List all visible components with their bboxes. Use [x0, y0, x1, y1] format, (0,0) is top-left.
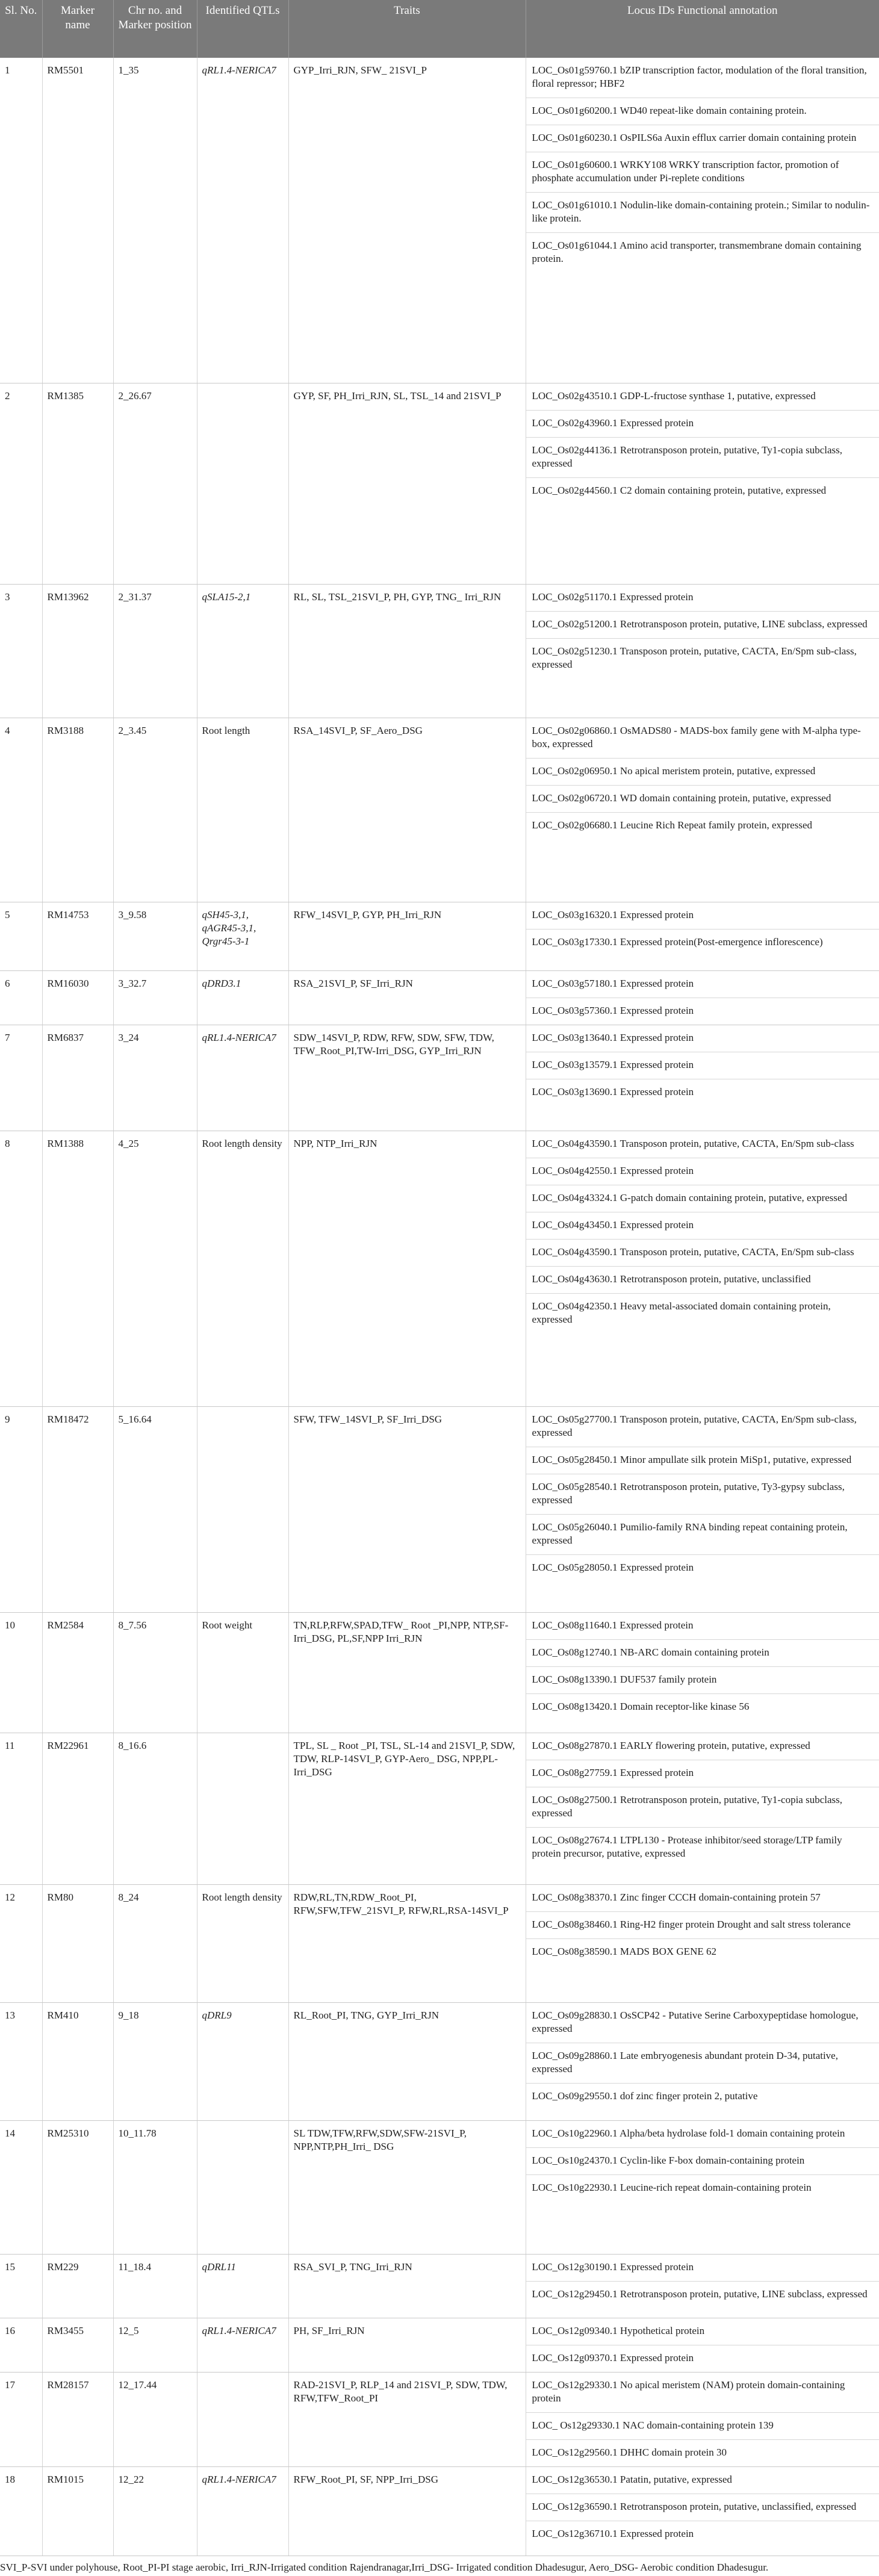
locus-annotation: LOC_Os08g38590.1 MADS BOX GENE 62 — [532, 1945, 716, 1957]
locus-annotation: LOC_Os02g51200.1 Retrotransposon protein, putative, LINE subclass, expressed — [526, 612, 879, 639]
cell-marker-name: RM1388 — [42, 1131, 113, 1406]
cell-identified-qtl — [197, 383, 288, 584]
cell-traits: RL, SL, TSL_21SVI_P, PH, GYP, TNG_ Irri_RJN — [288, 584, 526, 718]
cell-traits: RFW_14SVI_P, GYP, PH_Irri_RJN — [288, 902, 526, 970]
cell-locus-annotations — [526, 1884, 879, 2002]
cell-marker-name: RM13962 — [42, 584, 113, 718]
locus-annotation: LOC_Os04g43590.1 Transposon protein, putative, CACTA, En/Spm sub-class — [526, 1131, 879, 1158]
cell-marker-name: RM5501 — [42, 58, 113, 383]
cell-locus-annotations — [526, 1733, 879, 1884]
cell-sl-no: 8 — [0, 1131, 42, 1406]
locus-annotation: LOC_Os12g30190.1 Expressed protein — [526, 2255, 879, 2282]
cell-traits: RSA_SVI_P, TNG_Irri_RJN — [288, 2254, 526, 2318]
table-header-row — [0, 0, 879, 58]
locus-annotation: LOC_Os04g43450.1 Expressed protein — [526, 1212, 879, 1240]
cell-identified-qtl — [197, 2372, 288, 2466]
locus-annotation: LOC_Os05g28050.1 Expressed protein — [532, 1561, 694, 1573]
locus-annotation: LOC_Os03g16320.1 Expressed protein — [526, 902, 879, 930]
locus-annotation: LOC_Os03g13579.1 Expressed protein — [526, 1052, 879, 1079]
locus-annotation: LOC_Os01g61044.1 Amino acid transporter, transmembrane domain containing protein. — [532, 240, 862, 264]
cell-identified-qtl: qDRL11 — [197, 2254, 288, 2318]
cell-marker-name: RM6837 — [42, 1025, 113, 1131]
locus-annotation: LOC_Os08g27759.1 Expressed protein — [526, 1760, 879, 1787]
locus-annotation: LOC_Os02g44560.1 C2 domain containing protein, putative, expressed — [532, 484, 827, 496]
cell-traits: RSA_21SVI_P, SF_Irri_RJN — [288, 970, 526, 1025]
cell-marker-name: RM14753 — [42, 902, 113, 970]
cell-chr-position: 3_32.7 — [113, 970, 197, 1025]
locus-annotation: LOC_Os10g24370.1 Cyclin-like F-box domain-containing protein — [526, 2148, 879, 2175]
cell-traits: PH, SF_Irri_RJN — [288, 2318, 526, 2372]
locus-annotation: LOC_Os08g38370.1 Zinc finger CCCH domain-containing protein 57 — [526, 1885, 879, 1912]
header-sl-no: Sl. No. — [0, 0, 42, 58]
table-row — [0, 718, 879, 902]
cell-chr-position: 11_18.4 — [113, 2254, 197, 2318]
cell-sl-no: 7 — [0, 1025, 42, 1131]
cell-sl-no: 6 — [0, 970, 42, 1025]
locus-annotation: LOC_Os03g57360.1 Expressed protein — [532, 1004, 694, 1016]
cell-sl-no: 17 — [0, 2372, 42, 2466]
cell-identified-qtl — [197, 1406, 288, 1612]
locus-annotation: LOC_Os02g44136.1 Retrotransposon protein, putative, Ty1-copia subclass, expressed — [526, 438, 879, 478]
cell-locus-annotations — [526, 2372, 879, 2466]
cell-identified-qtl — [197, 2120, 288, 2254]
cell-sl-no: 15 — [0, 2254, 42, 2318]
table-row — [0, 2254, 879, 2318]
table-row — [0, 1733, 879, 1884]
cell-chr-position: 3_9.58 — [113, 902, 197, 970]
cell-identified-qtl — [197, 1733, 288, 1884]
locus-annotation: LOC_Os12g29450.1 Retrotransposon protein, putative, LINE subclass, expressed — [532, 2288, 868, 2300]
cell-sl-no: 2 — [0, 383, 42, 584]
cell-marker-name: RM25310 — [42, 2120, 113, 2254]
locus-annotation: LOC_Os04g43324.1 G-patch domain containing protein, putative, expressed — [526, 1185, 879, 1212]
locus-annotation: LOC_Os08g27674.1 LTPL130 - Protease inhibitor/seed storage/LTP family protein precursor, putative, expressed — [532, 1834, 842, 1859]
locus-annotation: LOC_Os10g22930.1 Leucine-rich repeat domain-containing protein — [532, 2181, 812, 2193]
locus-annotation: LOC_Os12g29560.1 DHHC domain protein 30 — [532, 2446, 727, 2458]
cell-locus-annotations — [526, 1406, 879, 1612]
cell-identified-qtl: qRL1.4-NERICA7 — [197, 2318, 288, 2372]
locus-annotation: LOC_Os03g13640.1 Expressed protein — [526, 1025, 879, 1052]
cell-identified-qtl: qSLA15-2,1 — [197, 584, 288, 718]
cell-sl-no: 4 — [0, 718, 42, 902]
cell-sl-no: 16 — [0, 2318, 42, 2372]
header-marker-name: Marker name — [42, 0, 113, 58]
table-row — [0, 383, 879, 584]
cell-traits: RL_Root_PI, TNG, GYP_Irri_RJN — [288, 2002, 526, 2120]
locus-annotation: LOC_Os08g13420.1 Domain receptor-like kinase 56 — [532, 1700, 750, 1712]
locus-annotation: LOC_Os03g57180.1 Expressed protein — [526, 971, 879, 998]
header-locus-annotation: Locus IDs Functional annotation — [526, 0, 879, 58]
cell-traits: NPP, NTP_Irri_RJN — [288, 1131, 526, 1406]
cell-locus-annotations — [526, 718, 879, 902]
table-row — [0, 1025, 879, 1131]
cell-chr-position: 2_26.67 — [113, 383, 197, 584]
cell-traits: RFW_Root_PI, SF, NPP_Irri_DSG — [288, 2466, 526, 2556]
locus-annotation: LOC_Os10g22960.1 Alpha/beta hydrolase fold-1 domain containing protein — [526, 2121, 879, 2148]
locus-annotation: LOC_Os12g36590.1 Retrotransposon protein, putative, unclassified, expressed — [526, 2494, 879, 2521]
locus-annotation: LOC_Os02g43510.1 GDP-L-fructose synthase 1, putative, expressed — [526, 383, 879, 411]
cell-locus-annotations — [526, 2254, 879, 2318]
cell-traits: GYP, SF, PH_Irri_RJN, SL, TSL_14 and 21SVI_P — [288, 383, 526, 584]
cell-locus-annotations — [526, 584, 879, 718]
table-row — [0, 584, 879, 718]
cell-chr-position: 1_35 — [113, 58, 197, 383]
cell-sl-no: 18 — [0, 2466, 42, 2556]
table-row — [0, 2120, 879, 2254]
cell-chr-position: 8_16.6 — [113, 1733, 197, 1884]
locus-annotation: LOC_Os08g27870.1 EARLY flowering protein, putative, expressed — [526, 1733, 879, 1760]
cell-sl-no: 5 — [0, 902, 42, 970]
locus-annotation: LOC_Os02g06720.1 WD domain containing protein, putative, expressed — [526, 786, 879, 813]
cell-marker-name: RM80 — [42, 1884, 113, 2002]
cell-identified-qtl: Root length — [197, 718, 288, 902]
locus-annotation: LOC_Os08g11640.1 Expressed protein — [526, 1613, 879, 1640]
locus-annotation: LOC_Os02g06680.1 Leucine Rich Repeat family protein, expressed — [532, 819, 812, 831]
locus-annotation: LOC_Os01g61010.1 Nodulin-like domain-containing protein.; Similar to nodulin-like protein. — [526, 193, 879, 233]
locus-annotation: LOC_Os12g29330.1 No apical meristem (NAM) protein domain-containing protein — [526, 2373, 879, 2413]
locus-annotation: LOC_Os08g13390.1 DUF537 family protein — [526, 1667, 879, 1694]
table-row — [0, 970, 879, 1025]
cell-locus-annotations — [526, 1612, 879, 1733]
locus-annotation: LOC_Os03g17330.1 Expressed protein(Post-emergence inflorescence) — [532, 936, 823, 948]
table-row — [0, 2002, 879, 2120]
locus-annotation: LOC_Os01g59760.1 bZIP transcription factor, modulation of the floral transition, floral repressor; HBF2 — [526, 58, 879, 98]
cell-traits: TN,RLP,RFW,SPAD,TFW_ Root _PI,NPP, NTP,SF-Irri_DSG, PL,SF,NPP Irri_RJN — [288, 1612, 526, 1733]
table-row — [0, 58, 879, 383]
cell-marker-name: RM3188 — [42, 718, 113, 902]
table-footnote: SVI_P-SVI under polyhouse, Root_PI-PI stage aerobic, Irri_RJN-Irrigated condition Rajendranagar,Irri_DSG- Irrigated condition Dhadesugur, Aero_DSG- Aerobic condition Dhadesugur. — [0, 2561, 769, 2573]
locus-annotation: LOC_Os08g12740.1 NB-ARC domain containing protein — [526, 1640, 879, 1667]
table-row — [0, 2318, 879, 2372]
locus-annotation: LOC_Os05g26040.1 Pumilio-family RNA binding repeat containing protein, expressed — [526, 1515, 879, 1555]
locus-annotation: LOC_Os04g43630.1 Retrotransposon protein, putative, unclassified — [526, 1267, 879, 1294]
cell-marker-name: RM3455 — [42, 2318, 113, 2372]
table-row — [0, 1406, 879, 1612]
cell-sl-no: 14 — [0, 2120, 42, 2254]
cell-identified-qtl: Root length density — [197, 1884, 288, 2002]
cell-sl-no: 1 — [0, 58, 42, 383]
cell-marker-name: RM410 — [42, 2002, 113, 2120]
table-row — [0, 2372, 879, 2466]
cell-traits: RAD-21SVI_P, RLP_14 and 21SVI_P, SDW, TDW, RFW,TFW_Root_PI — [288, 2372, 526, 2466]
table-row — [0, 1131, 879, 1406]
header-chr-position: Chr no. and Marker position — [113, 0, 197, 58]
cell-marker-name: RM2584 — [42, 1612, 113, 1733]
locus-annotation: LOC_Os12g09370.1 Expressed protein — [532, 2351, 694, 2363]
locus-annotation: LOC_Os12g36530.1 Patatin, putative, expressed — [526, 2467, 879, 2494]
locus-annotation: LOC_Os01g60200.1 WD40 repeat-like domain containing protein. — [526, 98, 879, 125]
table-row — [0, 902, 879, 970]
cell-locus-annotations — [526, 58, 879, 383]
cell-marker-name: RM18472 — [42, 1406, 113, 1612]
locus-annotation: LOC_Os09g28830.1 OsSCP42 - Putative Serine Carboxypeptidase homologue, expressed — [526, 2003, 879, 2043]
cell-sl-no: 10 — [0, 1612, 42, 1733]
cell-locus-annotations — [526, 2120, 879, 2254]
cell-marker-name: RM229 — [42, 2254, 113, 2318]
table-row — [0, 2466, 879, 2556]
cell-chr-position: 12_17.44 — [113, 2372, 197, 2466]
cell-marker-name: RM22961 — [42, 1733, 113, 1884]
cell-chr-position: 12_5 — [113, 2318, 197, 2372]
cell-marker-name: RM1015 — [42, 2466, 113, 2556]
header-traits: Traits — [288, 0, 526, 58]
cell-identified-qtl: qRL1.4-NERICA7 — [197, 58, 288, 383]
locus-annotation: LOC_Os03g13690.1 Expressed protein — [532, 1085, 694, 1097]
cell-identified-qtl: qDRL9 — [197, 2002, 288, 2120]
cell-locus-annotations — [526, 902, 879, 970]
locus-annotation: LOC_Os12g36710.1 Expressed protein — [532, 2527, 694, 2539]
locus-annotation: LOC_Os04g43590.1 Transposon protein, putative, CACTA, En/Spm sub-class — [526, 1240, 879, 1267]
cell-identified-qtl: Root length density — [197, 1131, 288, 1406]
header-identified-qtls: Identified QTLs — [197, 0, 288, 58]
cell-sl-no: 12 — [0, 1884, 42, 2002]
table-row — [0, 1612, 879, 1733]
locus-annotation: LOC_Os01g60600.1 WRKY108 WRKY transcription factor, promotion of phosphate accumulation under Pi-replete conditions — [526, 152, 879, 193]
cell-traits: RSA_14SVI_P, SF_Aero_DSG — [288, 718, 526, 902]
cell-marker-name: RM16030 — [42, 970, 113, 1025]
cell-chr-position: 8_7.56 — [113, 1612, 197, 1733]
cell-sl-no: 9 — [0, 1406, 42, 1612]
cell-traits: GYP_Irri_RJN, SFW_ 21SVI_P — [288, 58, 526, 383]
cell-chr-position: 9_18 — [113, 2002, 197, 2120]
cell-marker-name: RM1385 — [42, 383, 113, 584]
locus-annotation: LOC_Os05g27700.1 Transposon protein, putative, CACTA, En/Spm sub-class, expressed — [526, 1407, 879, 1447]
locus-annotation: LOC_Os12g09340.1 Hypothetical protein — [526, 2318, 879, 2345]
cell-identified-qtl: Root weight — [197, 1612, 288, 1733]
locus-annotation: LOC_Os04g42350.1 Heavy metal-associated domain containing protein, expressed — [532, 1300, 831, 1325]
cell-chr-position: 12_22 — [113, 2466, 197, 2556]
cell-traits: SFW, TFW_14SVI_P, SF_Irri_DSG — [288, 1406, 526, 1612]
cell-identified-qtl: qSH45-3,1, qAGR45-3,1, Qrgr45-3-1 — [197, 902, 288, 970]
cell-chr-position: 8_24 — [113, 1884, 197, 2002]
locus-annotation: LOC_ Os12g29330.1 NAC domain-containing protein 139 — [526, 2413, 879, 2440]
locus-annotation: LOC_Os09g28860.1 Late embryogenesis abundant protein D-34, putative, expressed — [526, 2043, 879, 2084]
cell-identified-qtl: qRL1.4-NERICA7 — [197, 1025, 288, 1131]
cell-chr-position: 2_3.45 — [113, 718, 197, 902]
cell-locus-annotations — [526, 383, 879, 584]
locus-annotation: LOC_Os02g51230.1 Transposon protein, putative, CACTA, En/Spm sub-class, expressed — [532, 645, 857, 670]
cell-chr-position: 4_25 — [113, 1131, 197, 1406]
locus-annotation: LOC_Os05g28450.1 Minor ampullate silk protein MiSp1, putative, expressed — [526, 1447, 879, 1474]
cell-locus-annotations — [526, 2466, 879, 2556]
cell-locus-annotations — [526, 1131, 879, 1406]
cell-locus-annotations — [526, 2002, 879, 2120]
cell-marker-name: RM28157 — [42, 2372, 113, 2466]
cell-traits: SL TDW,TFW,RFW,SDW,SFW-21SVI_P, NPP,NTP,PH_Irri_ DSG — [288, 2120, 526, 2254]
locus-annotation: LOC_Os08g27500.1 Retrotransposon protein, putative, Ty1-copia subclass, expressed — [526, 1787, 879, 1828]
table-body — [0, 58, 879, 2556]
cell-identified-qtl: qRL1.4-NERICA7 — [197, 2466, 288, 2556]
locus-annotation: LOC_Os05g28540.1 Retrotransposon protein, putative, Ty3-gypsy subclass, expressed — [526, 1474, 879, 1515]
cell-sl-no: 13 — [0, 2002, 42, 2120]
cell-traits: TPL, SL _ Root _PI, TSL, SL-14 and 21SVI_P, SDW, TDW, RLP-14SVI_P, GYP-Aero_ DSG, NPP,PL-Irri_DSG — [288, 1733, 526, 1884]
locus-annotation: LOC_Os02g06950.1 No apical meristem protein, putative, expressed — [526, 759, 879, 786]
cell-chr-position: 5_16.64 — [113, 1406, 197, 1612]
cell-chr-position: 10_11.78 — [113, 2120, 197, 2254]
locus-annotation: LOC_Os04g42550.1 Expressed protein — [526, 1158, 879, 1185]
cell-traits: RDW,RL,TN,RDW_Root_PI, RFW,SFW,TFW_21SVI_P, RFW,RL,RSA-14SVI_P — [288, 1884, 526, 2002]
locus-annotation: LOC_Os08g38460.1 Ring-H2 finger protein Drought and salt stress tolerance — [526, 1912, 879, 1939]
cell-chr-position: 2_31.37 — [113, 584, 197, 718]
locus-annotation: LOC_Os01g60230.1 OsPILS6a Auxin efflux carrier domain containing protein — [526, 125, 879, 152]
cell-traits: SDW_14SVI_P, RDW, RFW, SDW, SFW, TDW, TFW_Root_PI,TW-Irri_DSG, GYP_Irri_RJN — [288, 1025, 526, 1131]
cell-identified-qtl: qDRD3.1 — [197, 970, 288, 1025]
locus-annotation: LOC_Os02g51170.1 Expressed protein — [526, 585, 879, 612]
cell-locus-annotations — [526, 1025, 879, 1131]
locus-annotation: LOC_Os02g43960.1 Expressed protein — [526, 411, 879, 438]
locus-annotation: LOC_Os02g06860.1 OsMADS80 - MADS-box family gene with M-alpha type-box, expressed — [526, 718, 879, 759]
cell-locus-annotations — [526, 970, 879, 1025]
locus-annotation: LOC_Os09g29550.1 dof zinc finger protein 2, putative — [532, 2090, 758, 2102]
cell-sl-no: 11 — [0, 1733, 42, 1884]
cell-sl-no: 3 — [0, 584, 42, 718]
cell-chr-position: 3_24 — [113, 1025, 197, 1131]
cell-locus-annotations — [526, 2318, 879, 2372]
table-row — [0, 1884, 879, 2002]
